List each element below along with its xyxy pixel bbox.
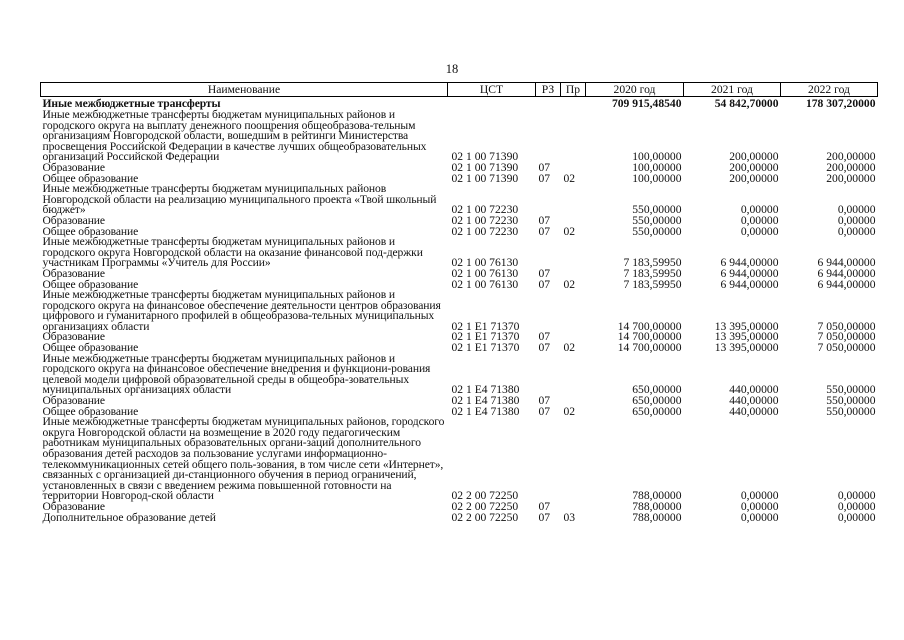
row-rz-cell [536, 417, 561, 502]
row-2020-cell: 788,00000 [632, 510, 682, 524]
table-row [41, 110, 878, 163]
table-row [41, 354, 878, 396]
row-rz-cell [536, 237, 561, 269]
column-header-2020: 2020 год [586, 83, 684, 97]
row-pr-cell: 02 [563, 277, 576, 291]
table-row [41, 417, 878, 502]
row-cst-cell: 02 2 00 72250 [451, 510, 519, 524]
row-2020-cell: 650,00000 [632, 383, 682, 397]
row-pr-cell [561, 110, 586, 163]
row-cst-cell: 02 1 00 72230 [451, 203, 519, 217]
row-pr-cell: 02 [563, 171, 576, 185]
row-2020-cell: 788,00000 [632, 499, 682, 513]
row-cst-cell: 02 1 E4 71380 [451, 383, 520, 397]
row-rz-cell [536, 354, 561, 396]
row-rz-cell: 07 [538, 171, 551, 185]
row-rz-cell [536, 184, 561, 216]
row-2022-cell: 200,00000 [826, 150, 876, 164]
row-pr-cell: 02 [563, 224, 576, 238]
row-name-cell: Дополнительное образование детей [42, 510, 216, 524]
row-name-cell: Общее образование [42, 404, 139, 418]
row-2022-cell: 6 944,00000 [817, 277, 876, 291]
row-2022-cell: 0,00000 [837, 224, 876, 238]
row-2022-cell: 550,00000 [826, 383, 876, 397]
row-2022-cell: 200,00000 [826, 160, 876, 174]
row-rz-cell: 07 [538, 277, 551, 291]
row-name-cell: Образование [42, 394, 105, 408]
row-cst-cell: 02 1 00 71390 [451, 150, 519, 164]
row-name-cell: Иные межбюджетные трансферты бюджетам муниципальных районов и городского округа на финансовое обеспечение деятельности центров образования цифрового и гуманитарного профилей в общеобразова-тельных муниципальных организациях области [42, 288, 441, 333]
row-2021-cell: 440,00000 [729, 404, 779, 418]
row-2022-cell: 7 050,00000 [817, 330, 876, 344]
page-number: 18 [445, 62, 459, 76]
table-header-row [41, 83, 878, 97]
row-cst-cell: 02 1 00 76130 [451, 277, 519, 291]
row-rz-cell [536, 97, 561, 111]
table-row [41, 184, 878, 216]
row-rz-cell: 07 [538, 330, 551, 344]
row-2021-cell: 0,00000 [740, 489, 779, 503]
row-2022-cell: 0,00000 [837, 499, 876, 513]
row-rz-cell: 07 [538, 499, 551, 513]
row-2022-cell: 0,00000 [837, 213, 876, 227]
row-cst-cell: 02 2 00 72250 [451, 499, 519, 513]
row-2020-cell: 650,00000 [632, 404, 682, 418]
row-name-cell: Иные межбюджетные трансферты [42, 97, 221, 110]
row-2021-cell: 0,00000 [740, 499, 779, 513]
column-header-cst: ЦСТ [448, 83, 536, 97]
row-name-cell: Иные межбюджетные трансферты бюджетам муниципальных районов и городского округа на финансовое обеспечение внедрения и функциони-рования целевой модели цифровой образовательной среды в общеобра-зовательных муниципальных организациях области [42, 351, 431, 397]
row-2021-cell: 440,00000 [729, 394, 779, 408]
row-2021-cell: 6 944,00000 [720, 266, 779, 280]
row-2021-cell: 0,00000 [740, 213, 779, 227]
row-cst-cell: 02 1 E1 71370 [451, 330, 520, 344]
column-header-rz: РЗ [536, 83, 561, 97]
row-2020-cell: 100,00000 [632, 150, 682, 164]
row-2020-cell: 788,00000 [632, 489, 682, 503]
column-header-2022: 2022 год [781, 83, 878, 97]
row-2021-cell: 13 395,00000 [714, 330, 779, 344]
row-pr-cell: 03 [563, 510, 576, 524]
row-name-cell: Образование [42, 213, 105, 227]
row-2021-cell: 200,00000 [729, 171, 779, 185]
table-row [41, 290, 878, 332]
row-name-cell: Общее образование [42, 341, 139, 355]
row-pr-cell [561, 290, 586, 332]
row-2020-cell: 100,00000 [632, 171, 682, 185]
table-row [41, 237, 878, 269]
row-2020-cell: 7 183,59950 [623, 266, 682, 280]
row-pr-cell [561, 354, 586, 396]
row-cst-cell [448, 97, 536, 111]
row-name-cell: Образование [42, 266, 105, 280]
row-name-cell: Образование [42, 160, 105, 174]
row-rz-cell: 07 [538, 394, 551, 408]
row-2020-cell: 7 183,59950 [623, 277, 682, 291]
row-2021-cell: 6 944,00000 [720, 256, 779, 270]
row-rz-cell: 07 [538, 510, 551, 524]
row-name-cell: Иные межбюджетные трансферты бюджетам муниципальных районов Новгородской области на реализацию муниципального проекта «Твой школьный бюджет» [42, 182, 437, 217]
budget-table [40, 82, 878, 523]
row-cst-cell: 02 1 00 71390 [451, 160, 519, 174]
row-cst-cell: 02 1 00 76130 [451, 256, 519, 270]
row-2021-cell: 0,00000 [740, 203, 779, 217]
row-pr-cell [561, 184, 586, 216]
row-2021-cell: 6 944,00000 [720, 277, 779, 291]
row-cst-cell: 02 1 00 71390 [451, 171, 519, 185]
row-name-cell: Общее образование [42, 171, 139, 185]
row-2021-cell: 0,00000 [740, 224, 779, 238]
row-2020-cell: 14 700,00000 [617, 330, 682, 344]
row-pr-cell [561, 237, 586, 269]
row-2020-cell: 550,00000 [632, 203, 682, 217]
row-2020-cell: 550,00000 [632, 213, 682, 227]
row-rz-cell: 07 [538, 224, 551, 238]
row-name-cell: Общее образование [42, 224, 139, 238]
row-cst-cell: 02 1 E1 71370 [451, 319, 520, 333]
row-2022-cell: 550,00000 [826, 404, 876, 418]
row-2021-cell: 440,00000 [729, 383, 779, 397]
row-cst-cell: 02 1 00 72230 [451, 224, 519, 238]
row-2020-cell: 709 915,48540 [611, 97, 682, 110]
row-pr-cell [561, 97, 586, 111]
row-pr-cell: 02 [563, 341, 576, 355]
row-2021-cell: 200,00000 [729, 160, 779, 174]
row-2020-cell: 7 183,59950 [623, 256, 682, 270]
row-pr-cell: 02 [563, 404, 576, 418]
row-cst-cell: 02 2 00 72250 [451, 489, 519, 503]
row-cst-cell: 02 1 E4 71380 [451, 394, 520, 408]
row-pr-cell [561, 417, 586, 502]
row-2022-cell: 6 944,00000 [817, 256, 876, 270]
row-2022-cell: 178 307,20000 [805, 97, 876, 110]
table-row [41, 513, 878, 524]
row-name-cell: Иные межбюджетные трансферты бюджетам муниципальных районов, городского округа Новгородской области на возмещение в 2020 году педагогическим работникам муниципальных образовательных органи-заций дополнительного образования детей расходов за пользование услугами информационно-телекоммуникационных сетей общего поль-зования, в том числе сети «Интернет», связанных с организацией ди-станционного обучения в период ограничений, установленных в связи с введением режима повышенной готовности на территории Новгород-ской области [42, 415, 445, 503]
row-name-cell: Образование [42, 499, 105, 513]
row-rz-cell: 07 [538, 404, 551, 418]
row-2022-cell: 0,00000 [837, 203, 876, 217]
row-2021-cell: 200,00000 [729, 150, 779, 164]
row-rz-cell: 07 [538, 213, 551, 227]
row-cst-cell: 02 1 00 76130 [451, 266, 519, 280]
row-cst-cell: 02 1 E1 71370 [451, 341, 520, 355]
row-2022-cell: 6 944,00000 [817, 266, 876, 280]
column-header-pr: Пр [561, 83, 586, 97]
row-2021-cell: 13 395,00000 [714, 319, 779, 333]
row-2020-cell: 650,00000 [632, 394, 682, 408]
row-name-cell: Иные межбюджетные трансферты бюджетам муниципальных районов и городского округа на выплату денежного поощрения общеобразова-тельным организациям Новгородской области, вошедшим в рейтинги Министерства просвещения Российской Федерации в качестве лучших общеобразовательных организаций Российской Федерации [42, 108, 427, 164]
row-2022-cell: 0,00000 [837, 510, 876, 524]
row-rz-cell [536, 290, 561, 332]
row-2022-cell: 7 050,00000 [817, 341, 876, 355]
row-2021-cell: 54 842,70000 [714, 97, 779, 110]
row-2020-cell: 14 700,00000 [617, 341, 682, 355]
row-rz-cell [536, 110, 561, 163]
row-2022-cell: 7 050,00000 [817, 319, 876, 333]
column-header-2021: 2021 год [684, 83, 781, 97]
row-rz-cell: 07 [538, 341, 551, 355]
row-cst-cell: 02 1 00 72230 [451, 213, 519, 227]
row-name-cell: Общее образование [42, 277, 139, 291]
row-2020-cell: 550,00000 [632, 224, 682, 238]
row-rz-cell: 07 [538, 160, 551, 174]
row-2022-cell: 200,00000 [826, 171, 876, 185]
row-name-cell: Иные межбюджетные трансферты бюджетам муниципальных районов и городского округа Новгородской области на оказание финансовой под-держки участникам Программы «Учитель для России» [42, 235, 423, 270]
column-header-name: Наименование [41, 83, 448, 97]
row-2022-cell: 550,00000 [826, 394, 876, 408]
row-2022-cell: 0,00000 [837, 489, 876, 503]
row-2021-cell: 13 395,00000 [714, 341, 779, 355]
row-rz-cell: 07 [538, 266, 551, 280]
row-2020-cell: 14 700,00000 [617, 319, 682, 333]
row-2021-cell: 0,00000 [740, 510, 779, 524]
row-cst-cell: 02 1 E4 71380 [451, 404, 520, 418]
row-2020-cell: 100,00000 [632, 160, 682, 174]
row-name-cell: Образование [42, 330, 105, 344]
